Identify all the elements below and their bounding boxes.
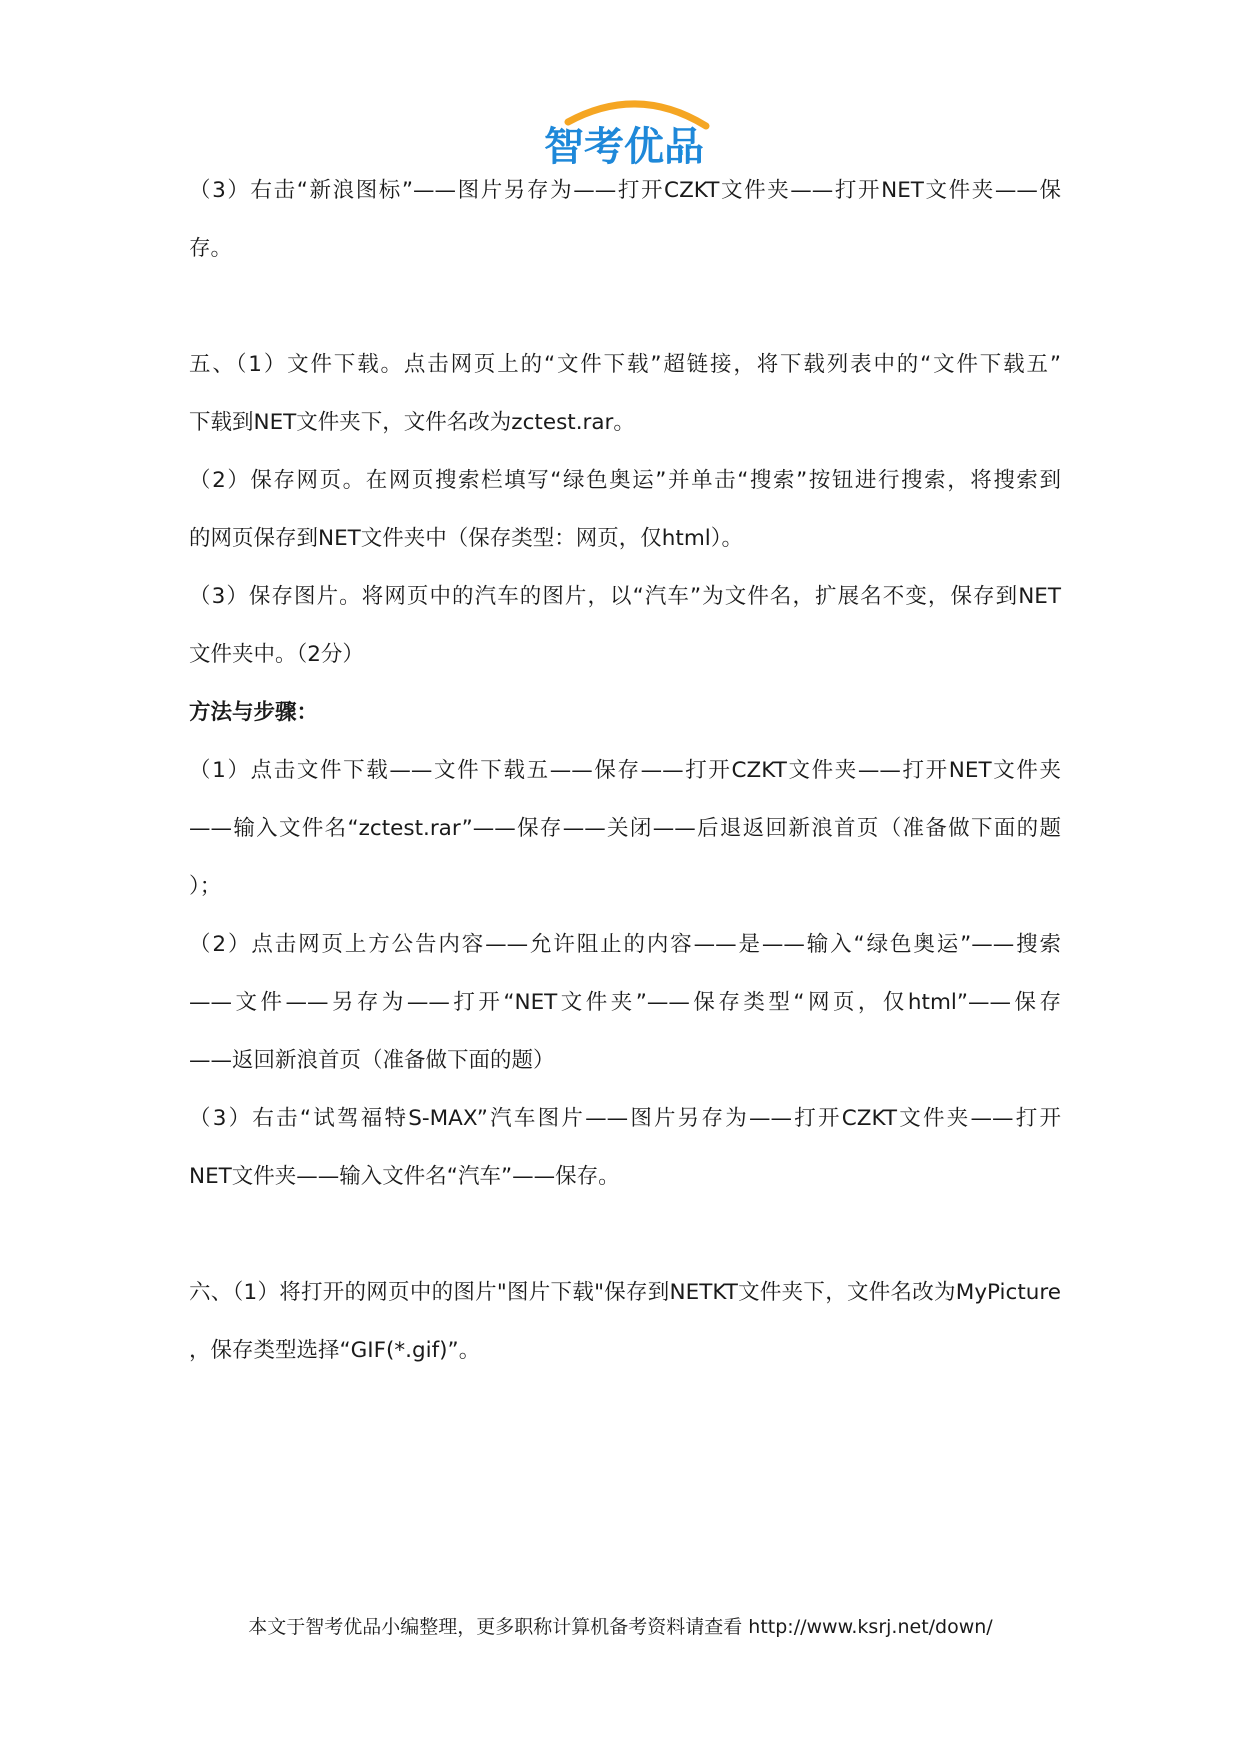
section-five-line: 五、（1）文件下载。点击网页上的“文件下载”超链接，将下载列表中的“文件下载五”	[189, 352, 1061, 377]
paragraph-line: （2）保存网页。在网页搜索栏填写“绿色奥运”并单击“搜索”按钮进行搜索，将搜索到	[189, 468, 1061, 493]
logo	[528, 92, 724, 172]
paragraph-line: （2）点击网页上方公告内容——允许阻止的内容——是——输入“绿色奥运”——搜索	[189, 932, 1061, 957]
paragraph-line: 文件夹中。（2分）	[189, 642, 364, 667]
paragraph-line: ——输入文件名“zctest.rar”——保存——关闭——后退返回新浪首页（准备做下面的题	[189, 816, 1061, 841]
paragraph-line: ，保存类型选择“GIF(*.gif)”。	[189, 1338, 481, 1363]
logo-text: 智考优品	[544, 124, 704, 170]
paragraph-line: （1）点击文件下载——文件下载五——保存——打开CZKT文件夹——打开NET文件夹	[189, 758, 1061, 783]
paragraph-line: （3）右击“试驾福特S-MAX”汽车图片——图片另存为——打开CZKT文件夹——打开	[189, 1106, 1061, 1131]
paragraph-line: 的网页保存到NET文件夹中（保存类型：网页，仅html）。	[189, 526, 744, 551]
paragraph-line: （3）右击“新浪图标”——图片另存为——打开CZKT文件夹——打开NET文件夹——保	[189, 178, 1061, 203]
paragraph-line: 下载到NET文件夹下，文件名改为zctest.rar。	[189, 410, 635, 435]
section-six-line: 六、（1）将打开的网页中的图片"图片下载"保存到NETKT文件夹下，文件名改为MyPicture	[189, 1280, 1061, 1305]
paragraph-line: NET文件夹——输入文件名“汽车”——保存。	[189, 1164, 620, 1189]
logo-arc-icon	[568, 104, 706, 126]
logo-graphic	[528, 92, 724, 172]
paragraph-line: ）；	[189, 874, 222, 899]
paragraph-line: 存。	[189, 236, 233, 261]
paragraph-line: （3）保存图片。将网页中的汽车的图片，以“汽车”为文件名，扩展名不变，保存到NET	[189, 584, 1061, 609]
paragraph-line: ——文件——另存为——打开“NET文件夹”——保存类型“网页，仅html”——保存	[189, 990, 1061, 1015]
paragraph-line: ——返回新浪首页（准备做下面的题）	[189, 1048, 555, 1073]
method-heading: 方法与步骤：	[189, 700, 319, 725]
page-footer: 本文于智考优品小编整理，更多职称计算机备考资料请查看 http://www.ksrj.net/down/	[248, 1616, 993, 1638]
